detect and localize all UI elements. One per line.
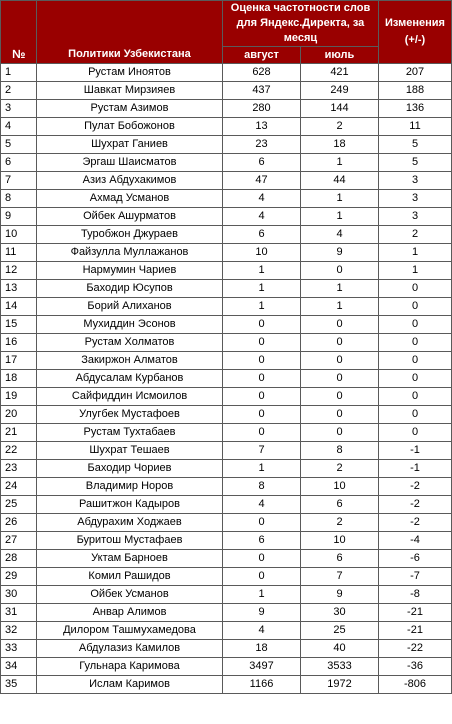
politician-name: Рустам Азимов: [37, 100, 223, 118]
july-value: 25: [301, 622, 379, 640]
july-value: 0: [301, 370, 379, 388]
change-value: 3: [379, 190, 452, 208]
august-value: 6: [223, 532, 301, 550]
row-number: 35: [1, 676, 37, 694]
politician-name: Пулат Бобожонов: [37, 118, 223, 136]
politician-name: Рустам Тухтабаев: [37, 424, 223, 442]
august-value: 7: [223, 442, 301, 460]
july-value: 1: [301, 154, 379, 172]
july-value: 0: [301, 352, 379, 370]
row-number: 16: [1, 334, 37, 352]
change-value: -2: [379, 496, 452, 514]
change-value: -21: [379, 604, 452, 622]
politician-name: Шавкат Мирзияев: [37, 82, 223, 100]
row-number: 30: [1, 586, 37, 604]
august-value: 0: [223, 568, 301, 586]
politician-name: Шухрат Ганиев: [37, 136, 223, 154]
july-value: 10: [301, 478, 379, 496]
table-row: [1, 532, 452, 550]
august-value: 0: [223, 352, 301, 370]
row-number: 22: [1, 442, 37, 460]
august-value: 1: [223, 298, 301, 316]
change-value: -8: [379, 586, 452, 604]
politician-name: Рустам Иноятов: [37, 64, 223, 82]
table-row: [1, 586, 452, 604]
table-row: [1, 316, 452, 334]
table-row: [1, 424, 452, 442]
row-number: 7: [1, 172, 37, 190]
july-value: 421: [301, 64, 379, 82]
august-value: 13: [223, 118, 301, 136]
politician-name: Мухиддин Эсонов: [37, 316, 223, 334]
row-number: 32: [1, 622, 37, 640]
change-value: 207: [379, 64, 452, 82]
table-row: [1, 82, 452, 100]
july-value: 6: [301, 496, 379, 514]
table-row: [1, 604, 452, 622]
politician-name: Комил Рашидов: [37, 568, 223, 586]
table-row: [1, 550, 452, 568]
row-number: 12: [1, 262, 37, 280]
august-value: 6: [223, 154, 301, 172]
politician-name: Ахмад Усманов: [37, 190, 223, 208]
row-number: 25: [1, 496, 37, 514]
july-value: 44: [301, 172, 379, 190]
change-value: -4: [379, 532, 452, 550]
table-row: [1, 406, 452, 424]
change-value: -7: [379, 568, 452, 586]
july-value: 7: [301, 568, 379, 586]
row-number: 1: [1, 64, 37, 82]
row-number: 34: [1, 658, 37, 676]
table-row: [1, 298, 452, 316]
row-number: 23: [1, 460, 37, 478]
august-value: 1166: [223, 676, 301, 694]
table-row: [1, 172, 452, 190]
table-row: [1, 370, 452, 388]
politician-name: Абдурахим Ходжаев: [37, 514, 223, 532]
table-row: [1, 100, 452, 118]
politician-name: Азиз Абдухакимов: [37, 172, 223, 190]
row-number: 10: [1, 226, 37, 244]
change-value: 0: [379, 316, 452, 334]
table-row: [1, 640, 452, 658]
table-row: [1, 154, 452, 172]
change-value: 0: [379, 424, 452, 442]
august-value: 1: [223, 280, 301, 298]
table-row: [1, 280, 452, 298]
july-value: 40: [301, 640, 379, 658]
row-number: 33: [1, 640, 37, 658]
july-value: 9: [301, 244, 379, 262]
july-value: 1972: [301, 676, 379, 694]
header-august: август: [223, 47, 301, 64]
row-number: 31: [1, 604, 37, 622]
august-value: 0: [223, 316, 301, 334]
row-number: 17: [1, 352, 37, 370]
change-value: -1: [379, 460, 452, 478]
august-value: 1: [223, 586, 301, 604]
politician-name: Ойбек Усманов: [37, 586, 223, 604]
july-value: 30: [301, 604, 379, 622]
table-row: [1, 568, 452, 586]
august-value: 47: [223, 172, 301, 190]
change-value: 0: [379, 298, 452, 316]
change-value: 1: [379, 244, 452, 262]
july-value: 0: [301, 406, 379, 424]
change-value: 0: [379, 280, 452, 298]
august-value: 4: [223, 622, 301, 640]
table-row: [1, 208, 452, 226]
july-value: 6: [301, 550, 379, 568]
august-value: 3497: [223, 658, 301, 676]
july-value: 1: [301, 208, 379, 226]
change-value: -2: [379, 478, 452, 496]
table-row: [1, 262, 452, 280]
july-value: 0: [301, 316, 379, 334]
august-value: 18: [223, 640, 301, 658]
row-number: 5: [1, 136, 37, 154]
august-value: 10: [223, 244, 301, 262]
politician-name: Борий Алиханов: [37, 298, 223, 316]
row-number: 19: [1, 388, 37, 406]
row-number: 9: [1, 208, 37, 226]
july-value: 2: [301, 514, 379, 532]
table-row: [1, 622, 452, 640]
row-number: 28: [1, 550, 37, 568]
table-row: [1, 460, 452, 478]
august-value: 280: [223, 100, 301, 118]
august-value: 0: [223, 550, 301, 568]
header-number: №: [1, 1, 37, 64]
table-row: [1, 496, 452, 514]
row-number: 26: [1, 514, 37, 532]
july-value: 0: [301, 388, 379, 406]
change-value: 5: [379, 154, 452, 172]
row-number: 2: [1, 82, 37, 100]
august-value: 0: [223, 424, 301, 442]
table-row: [1, 676, 452, 694]
change-value: -6: [379, 550, 452, 568]
politician-name: Баходир Чориев: [37, 460, 223, 478]
change-value: 136: [379, 100, 452, 118]
header-july: июль: [301, 47, 379, 64]
august-value: 23: [223, 136, 301, 154]
july-value: 3533: [301, 658, 379, 676]
july-value: 1: [301, 190, 379, 208]
august-value: 0: [223, 370, 301, 388]
politician-name: Ойбек Ашурматов: [37, 208, 223, 226]
august-value: 8: [223, 478, 301, 496]
change-value: 0: [379, 406, 452, 424]
august-value: 4: [223, 496, 301, 514]
august-value: 1: [223, 262, 301, 280]
politician-name: Владимир Норов: [37, 478, 223, 496]
politician-name: Файзулла Муллажанов: [37, 244, 223, 262]
politician-name: Рустам Холматов: [37, 334, 223, 352]
change-value: 0: [379, 370, 452, 388]
politician-name: Туробжон Джураев: [37, 226, 223, 244]
header-frequency-estimate: Оценка частотности слов для Яндекс.Директа, за месяц: [223, 1, 379, 47]
change-value: 0: [379, 334, 452, 352]
change-value: 2: [379, 226, 452, 244]
politician-name: Улугбек Мустафоев: [37, 406, 223, 424]
table-row: [1, 658, 452, 676]
politician-name: Закиржон Алматов: [37, 352, 223, 370]
row-number: 11: [1, 244, 37, 262]
change-value: 188: [379, 82, 452, 100]
table-row: [1, 136, 452, 154]
change-value: -36: [379, 658, 452, 676]
politician-name: Сайфиддин Исмоилов: [37, 388, 223, 406]
row-number: 21: [1, 424, 37, 442]
july-value: 144: [301, 100, 379, 118]
row-number: 3: [1, 100, 37, 118]
august-value: 1: [223, 460, 301, 478]
politician-name: Дилором Ташмухамедова: [37, 622, 223, 640]
row-number: 13: [1, 280, 37, 298]
july-value: 0: [301, 262, 379, 280]
july-value: 4: [301, 226, 379, 244]
august-value: 4: [223, 208, 301, 226]
row-number: 4: [1, 118, 37, 136]
politician-name: Шухрат Тешаев: [37, 442, 223, 460]
politician-name: Рашитжон Кадыров: [37, 496, 223, 514]
table-row: [1, 244, 452, 262]
change-value: -1: [379, 442, 452, 460]
change-value: -21: [379, 622, 452, 640]
change-value: 11: [379, 118, 452, 136]
row-number: 18: [1, 370, 37, 388]
table-row: [1, 118, 452, 136]
row-number: 15: [1, 316, 37, 334]
politician-name: Абдулазиз Камилов: [37, 640, 223, 658]
politician-name: Эргаш Шаисматов: [37, 154, 223, 172]
august-value: 0: [223, 334, 301, 352]
row-number: 8: [1, 190, 37, 208]
august-value: 437: [223, 82, 301, 100]
table-row: [1, 352, 452, 370]
politician-name: Анвар Алимов: [37, 604, 223, 622]
july-value: 10: [301, 532, 379, 550]
politician-name: Гульнара Каримова: [37, 658, 223, 676]
politician-name: Буритош Мустафаев: [37, 532, 223, 550]
august-value: 0: [223, 406, 301, 424]
table-row: [1, 442, 452, 460]
change-value: 1: [379, 262, 452, 280]
row-number: 20: [1, 406, 37, 424]
july-value: 249: [301, 82, 379, 100]
august-value: 6: [223, 226, 301, 244]
row-number: 27: [1, 532, 37, 550]
table-row: [1, 190, 452, 208]
july-value: 1: [301, 298, 379, 316]
row-number: 14: [1, 298, 37, 316]
politician-name: Абдусалам Курбанов: [37, 370, 223, 388]
table-row: [1, 64, 452, 82]
row-number: 6: [1, 154, 37, 172]
july-value: 18: [301, 136, 379, 154]
change-value: 5: [379, 136, 452, 154]
july-value: 2: [301, 460, 379, 478]
politician-name: Баходир Юсупов: [37, 280, 223, 298]
august-value: 9: [223, 604, 301, 622]
table-row: [1, 478, 452, 496]
august-value: 628: [223, 64, 301, 82]
header-politicians: Политики Узбекистана: [37, 1, 223, 64]
row-number: 29: [1, 568, 37, 586]
change-value: -2: [379, 514, 452, 532]
august-value: 0: [223, 514, 301, 532]
july-value: 0: [301, 424, 379, 442]
august-value: 4: [223, 190, 301, 208]
july-value: 1: [301, 280, 379, 298]
politician-name: Нармумин Чариев: [37, 262, 223, 280]
row-number: 24: [1, 478, 37, 496]
header-change: Изменения (+/-): [379, 1, 452, 64]
politician-name: Уктам Барноев: [37, 550, 223, 568]
change-value: 3: [379, 172, 452, 190]
politician-name: Ислам Каримов: [37, 676, 223, 694]
change-value: -22: [379, 640, 452, 658]
august-value: 0: [223, 388, 301, 406]
table-body: [1, 64, 452, 694]
july-value: 2: [301, 118, 379, 136]
table-row: [1, 226, 452, 244]
july-value: 9: [301, 586, 379, 604]
table-row: [1, 388, 452, 406]
july-value: 0: [301, 334, 379, 352]
july-value: 8: [301, 442, 379, 460]
change-value: 0: [379, 388, 452, 406]
table-row: [1, 514, 452, 532]
change-value: 0: [379, 352, 452, 370]
table-row: [1, 334, 452, 352]
change-value: -806: [379, 676, 452, 694]
change-value: 3: [379, 208, 452, 226]
